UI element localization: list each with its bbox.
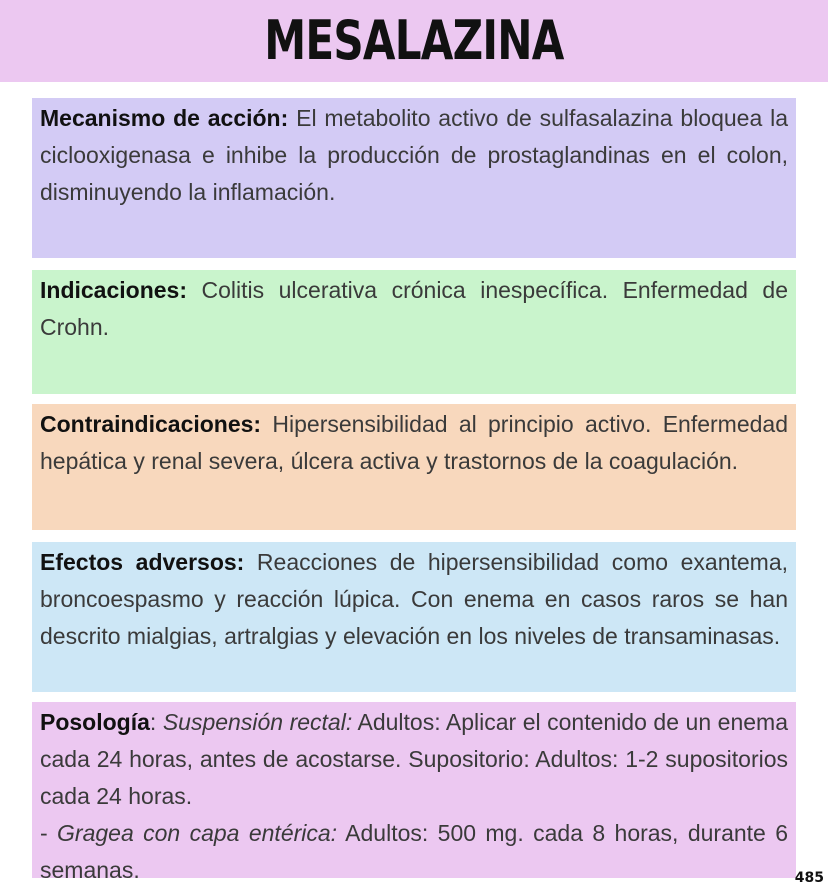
page-title: MESALAZINA	[264, 9, 564, 72]
indicaciones-paragraph	[40, 272, 788, 346]
efectos-label: Efectos adversos:	[40, 549, 245, 575]
posologia-gragea-text: Adultos: 500 mg. cada 8 horas, durante 6 semanas.	[40, 820, 788, 883]
mecanismo-text: El metabolito activo de sulfasalazina bloquea la ciclooxigenasa e inhibe la producción de prostaglandinas en el colon, disminuyendo la inflamación.	[40, 105, 788, 205]
contraindicaciones-text: Hipersensibilidad al principio activo. Enfermedad hepática y renal severa, úlcera activa y trastornos de la coagulación.	[40, 411, 788, 474]
mecanismo-label: Mecanismo de acción:	[40, 105, 289, 131]
indicaciones-label: Indicaciones:	[40, 277, 187, 303]
posologia-gragea-paragraph	[40, 815, 788, 889]
contraindicaciones-label: Contraindicaciones:	[40, 411, 262, 437]
efectos-paragraph	[40, 544, 788, 655]
contraindicaciones-section	[32, 404, 796, 530]
page-number: 485	[794, 870, 824, 886]
posologia-rectal-label: Suspensión rectal:	[162, 709, 353, 735]
posologia-paragraph	[40, 704, 788, 815]
indicaciones-text: Colitis ulcerativa crónica inespecífica. Enfermedad de Crohn.	[40, 277, 788, 340]
indicaciones-section	[32, 270, 796, 394]
posologia-gragea-prefix: -	[40, 820, 58, 846]
mecanismo-paragraph	[40, 100, 788, 211]
efectos-adversos-section	[32, 542, 796, 692]
posologia-section	[32, 702, 796, 883]
title-bar	[0, 0, 828, 82]
efectos-text: Reacciones de hipersensibilidad como exantema, broncoespasmo y reacción lúpica. Con enema en casos raros se han descrito mialgias, artralgias y elevación en los niveles de transaminasas.	[40, 549, 789, 649]
mecanismo-section	[32, 98, 796, 258]
posologia-rectal-text: Adultos: Aplicar el contenido de un enema cada 24 horas, antes de acostarse. Supositorio: Adultos: 1-2 supositorios cada 24 horas.	[40, 709, 788, 809]
posologia-label: Posología	[40, 709, 150, 735]
posologia-separator: :	[149, 709, 163, 735]
posologia-gragea-label: Gragea con capa entérica:	[57, 820, 338, 846]
contraindicaciones-paragraph	[40, 406, 788, 480]
